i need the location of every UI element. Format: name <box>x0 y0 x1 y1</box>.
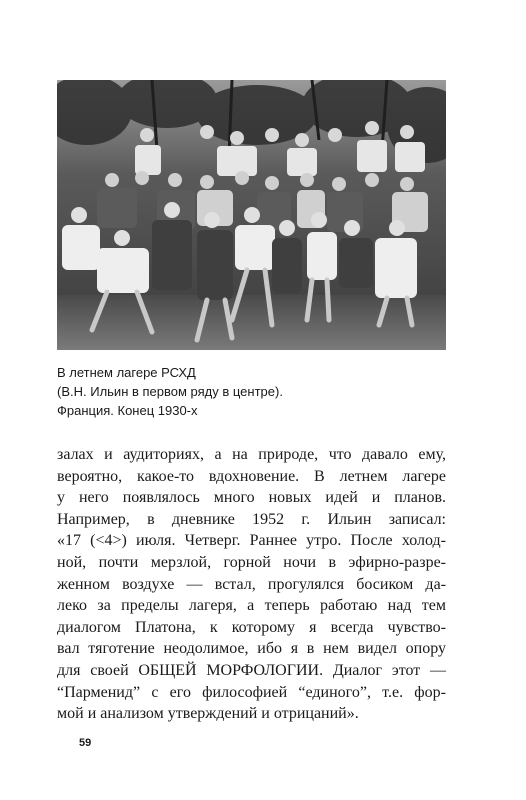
body-line: у него появлялось много новых идей и планов. <box>57 489 446 507</box>
caption-line: В летнем лагере РСХД <box>57 365 196 380</box>
body-line: Например, в дневнике 1952 г. Ильин записал: <box>57 510 446 528</box>
group-photo-image <box>57 80 446 350</box>
body-line: для своей ОБЩЕЙ МОРФОЛОГИИ. Диалог этот — <box>57 661 446 679</box>
body-text <box>57 444 446 725</box>
group-photo <box>57 80 446 350</box>
body-line: диалогом Платона, к которому я всегда чувство- <box>57 618 446 636</box>
body-line: ной, почти мерзлой, горной ночи в эфирно-разре- <box>57 553 446 571</box>
body-line: залах и аудиториях, а на природе, что давало ему, <box>57 446 446 463</box>
body-line: «17 (<4>) июля. Четверг. Раннее утро. После холод- <box>57 532 446 550</box>
photo-caption <box>57 363 457 420</box>
body-line: мой и анализом утверждений и отрицаний». <box>57 705 359 723</box>
body-line: вероятно, какое-то вдохновение. В летнем лагере <box>57 467 446 485</box>
caption-line: Франция. Конец 1930-х <box>57 403 198 418</box>
body-line: вал тяготение неодолимое, ибо я в нем видел опору <box>57 640 446 658</box>
page-number: 59 <box>79 737 92 749</box>
body-line: леко за пределы лагеря, а теперь работаю над тем <box>57 597 446 615</box>
caption-line: (В.Н. Ильин в первом ряду в центре). <box>57 384 283 399</box>
body-line: “Парменид” с его философией “единого”, т.е. фор- <box>57 683 446 701</box>
body-line: женном воздухе — встал, прогулялся босиком да- <box>57 575 446 593</box>
